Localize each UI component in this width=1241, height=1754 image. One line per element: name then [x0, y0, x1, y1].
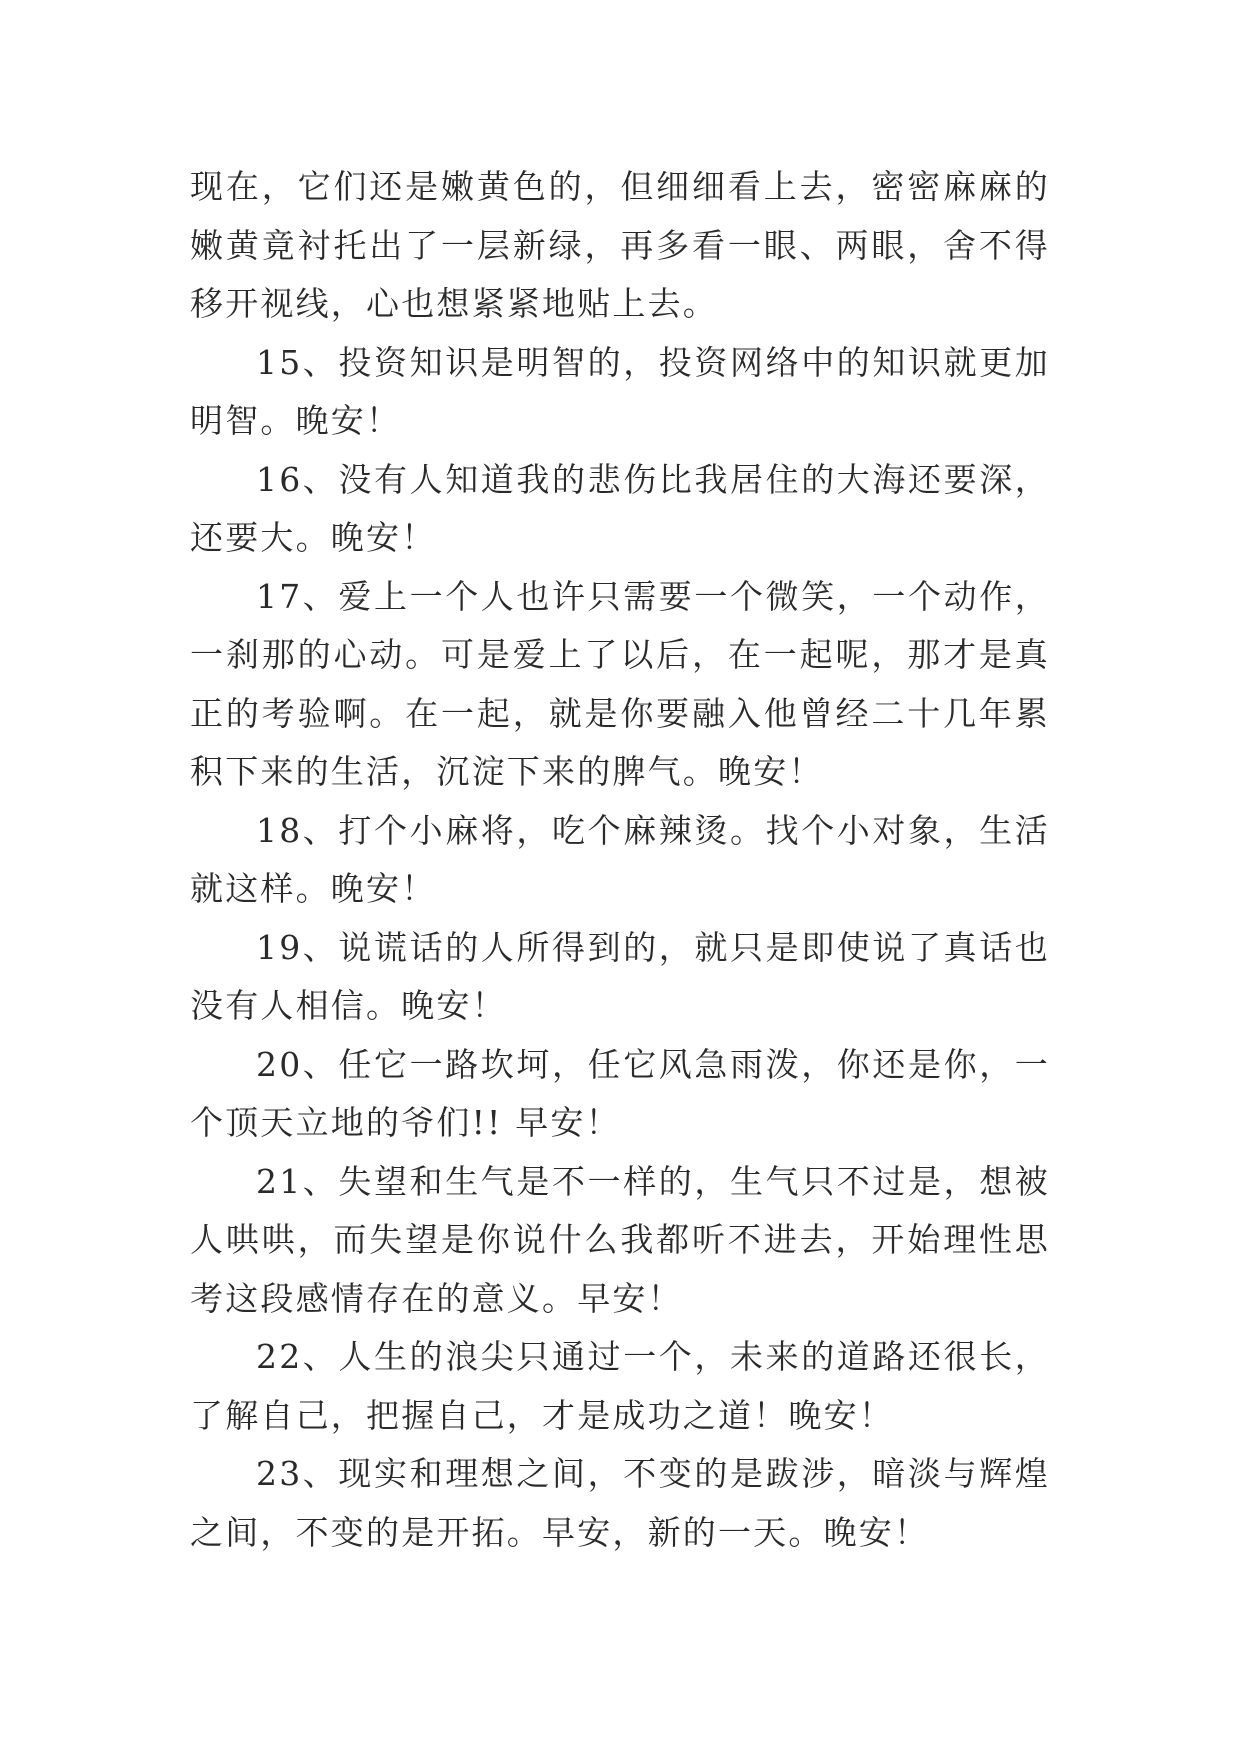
paragraph-item-21: 21、失望和生气是不一样的，生气只不过是，想被人哄哄，而失望是你说什么我都听不进去，开始理性思考这段感情存在的意义。早安！ — [190, 1161, 1050, 1318]
paragraph-item-20: 20、任它一路坎坷，任它风急雨泼，你还是你，一个顶天立地的爷们!! 早安！ — [190, 1044, 1050, 1142]
paragraph-item-17: 17、爱上一个人也许只需要一个微笑，一个动作，一刹那的心动。可是爱上了以后，在一起呢，那才是真正的考验啊。在一起，就是你要融入他曾经二十几年累积下来的生活，沉淀下来的脾气。晚安！ — [190, 576, 1050, 791]
paragraph-item-15: 15、投资知识是明智的，投资网络中的知识就更加明智。晚安！ — [190, 342, 1050, 440]
paragraph-continuation: 现在，它们还是嫩黄色的，但细细看上去，密密麻麻的嫩黄竟衬托出了一层新绿，再多看一眼、两眼，舍不得移开视线，心也想紧紧地贴上去。 — [190, 167, 1050, 323]
paragraph-item-16: 16、没有人知道我的悲伤比我居住的大海还要深，还要大。晚安！ — [190, 459, 1050, 557]
paragraph-item-18: 18、打个小麻将，吃个麻辣烫。找个小对象，生活就这样。晚安！ — [190, 810, 1050, 908]
document-body — [190, 158, 1050, 1562]
paragraph-item-19: 19、说谎话的人所得到的，就只是即使说了真话也没有人相信。晚安！ — [190, 927, 1050, 1025]
paragraph-item-22: 22、人生的浪尖只通过一个，未来的道路还很长，了解自己，把握自己，才是成功之道！晚安！ — [190, 1337, 1050, 1435]
paragraph-item-23: 23、现实和理想之间，不变的是跋涉，暗淡与辉煌之间，不变的是开拓。早安，新的一天。晚安！ — [190, 1454, 1050, 1552]
